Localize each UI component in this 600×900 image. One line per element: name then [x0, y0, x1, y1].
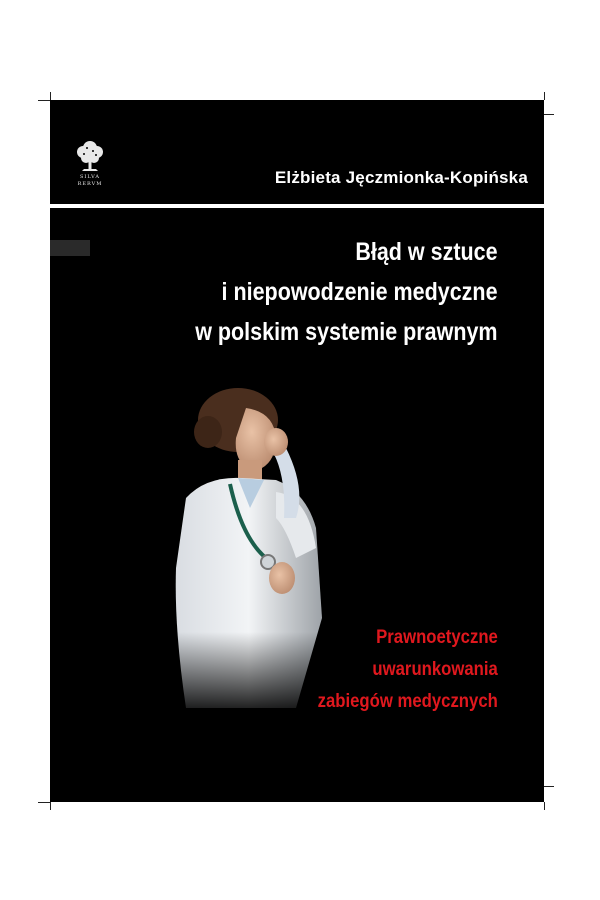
- subtitle-line-2: uwarunkowania: [372, 659, 498, 680]
- book-cover: [50, 100, 544, 802]
- doctor-photo: [146, 368, 346, 720]
- title-line-2: i niepowodzenie medyczne: [222, 278, 498, 306]
- decorative-tab: [50, 240, 90, 256]
- subtitle-line-3: zabiegów medycznych: [317, 691, 498, 712]
- book-title: [196, 232, 498, 352]
- tree-logo-icon: [72, 138, 108, 188]
- header-band: [50, 100, 544, 204]
- title-line-1: Błąd w sztuce: [355, 238, 498, 266]
- svg-text:RERVM: RERVM: [77, 181, 103, 187]
- crop-mark-top-left: [50, 92, 51, 100]
- book-subtitle: [318, 622, 498, 718]
- crop-mark-bottom-left: [50, 802, 51, 810]
- crop-mark-bottom-left-h: [38, 802, 50, 803]
- header-divider: [50, 204, 544, 208]
- crop-mark-bottom-right-h: [544, 786, 554, 787]
- title-line-3: w polskim systemie prawnym: [195, 318, 498, 346]
- crop-mark-bottom-right: [544, 802, 545, 810]
- crop-mark-top-left-h: [38, 100, 50, 101]
- crop-mark-top-right-h: [544, 114, 554, 115]
- svg-text:SILVA: SILVA: [79, 174, 101, 180]
- crop-mark-top-right: [544, 92, 545, 100]
- author-name: Elżbieta Jęczmionka-Kopińska: [274, 168, 528, 187]
- subtitle-line-1: Prawnoetyczne: [376, 627, 498, 648]
